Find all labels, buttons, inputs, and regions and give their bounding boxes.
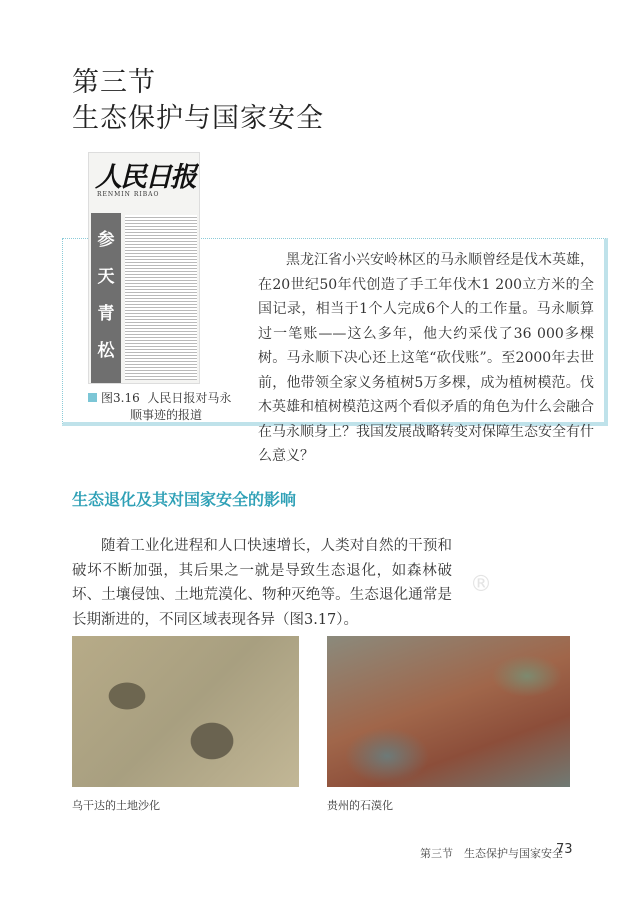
headline-char: 松 (97, 341, 115, 361)
figure-number: 图3.16 (101, 391, 140, 405)
caption-line: 人民日报对马永 (147, 391, 232, 405)
body-paragraph: 随着工业化进程和人口快速增长，人类对自然的干预和破坏不断加强，其后果之一就是导致生态退化，如森林破坏、土壤侵蚀、土地荒漠化、物种灭绝等。生态退化通常是长期渐进的，不同区域表现各异（图3.17）。 (72, 538, 452, 628)
photo-uganda-desertification (72, 636, 299, 787)
caption-marker (88, 393, 97, 402)
caption-line: 顺事迹的报道 (130, 408, 203, 422)
newspaper-image (88, 152, 200, 384)
photo-guizhou-rocky-desertification (327, 636, 570, 787)
figure-caption (88, 390, 231, 424)
newspaper-headline (91, 213, 121, 383)
page-number: 73 (556, 842, 573, 857)
case-text: 黑龙江省小兴安岭林区的马永顺曾经是伐木英雄，在20世纪50年代创造了手工年伐木1 200立方米的全国记录，相当于1个人完成6个人的工作量。马永顺算过一笔账——这么多年，他大约采伐了36 000多棵树。马永顺下决心还上这笔“砍伐账”。至2000年去世前，他带领全家义务植树5万多棵，成为植树模范。伐木英雄和植树模范这两个看似矛盾的角色为什么会融合在马永顺身上？我国发展战略转变对保障生态安全有什么意义？ (258, 252, 594, 464)
photo-caption: 贵州的石漠化 (327, 799, 393, 812)
running-head: 第三节 生态保护与国家安全 (420, 847, 563, 860)
headline-char: 参 (97, 230, 115, 250)
newspaper-masthead-latin: RENMIN RIBAO (97, 191, 160, 198)
section-heading: 生态退化及其对国家安全的影响 (72, 490, 297, 509)
section-number: 第三节 (72, 67, 156, 98)
watermark: ® (470, 572, 492, 597)
newspaper-masthead: 人民日报 (95, 162, 195, 193)
newspaper-columns (125, 215, 197, 380)
photo-caption: 乌干达的土地沙化 (72, 799, 160, 812)
headline-char: 天 (97, 267, 115, 287)
page-title: 生态保护与国家安全 (72, 103, 324, 134)
headline-char: 青 (97, 304, 115, 324)
